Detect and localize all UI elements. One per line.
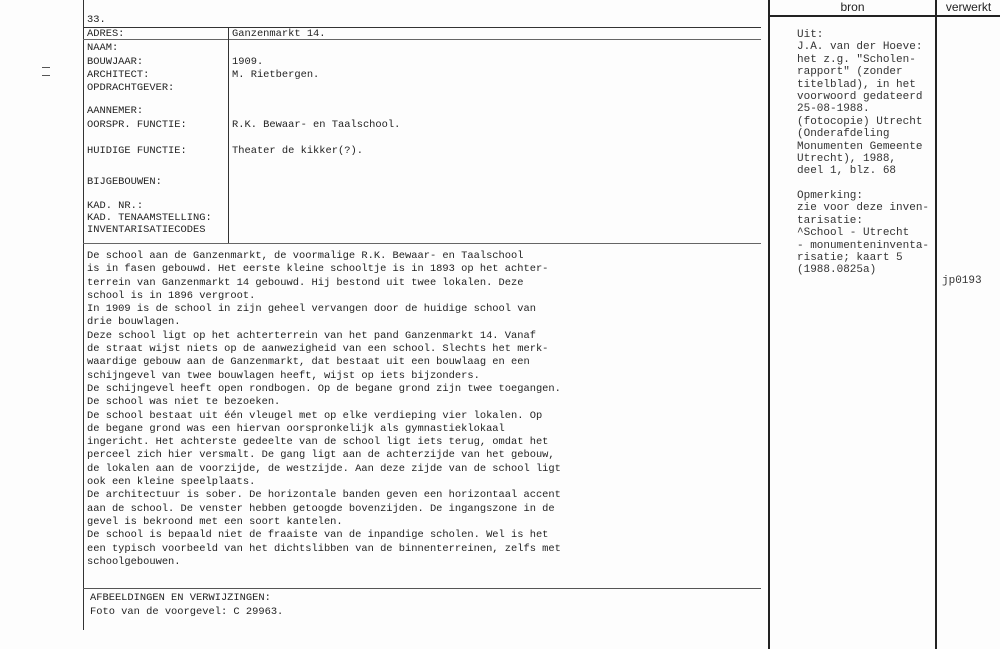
- field-label-bouwjaar: BOUWJAAR:: [87, 56, 144, 68]
- field-value-bouwjaar: 1909.: [232, 56, 264, 68]
- source-line: ^School - Utrecht: [797, 227, 910, 240]
- verwerkt-header: verwerkt: [945, 0, 992, 14]
- description-line: De school is bepaald niet de fraaiste van de inpandige scholen. Wel is het: [87, 529, 549, 542]
- description-line: De school was niet te bezoeken.: [87, 396, 281, 409]
- references-top-rule: [83, 588, 761, 589]
- source-line: Uit:: [797, 29, 824, 41]
- verwerkt-code: jp0193: [942, 275, 982, 287]
- left-border-line: [83, 0, 84, 630]
- fields-bottom-rule: [83, 243, 761, 244]
- source-line: - monumenteninventa-: [797, 239, 930, 252]
- bron-header: bron: [840, 0, 865, 14]
- source-line: 25-08-1988.: [797, 103, 870, 116]
- photo-reference: Foto van de voorgevel: C 29963.: [90, 606, 284, 618]
- description-line: perceel zich hier versmalt. De gang ligt aan de achterzijde van het gebouw,: [87, 449, 555, 462]
- record-number: 33.: [87, 14, 106, 26]
- source-line: zie voor deze inven-: [797, 202, 930, 215]
- source-line: J.A. van der Hoeve:: [797, 41, 923, 54]
- field-value-huidige-functie: Theater de kikker(?).: [232, 145, 363, 157]
- description-line: ook een kleine speelplaats.: [87, 476, 256, 489]
- source-line: voorwoord gedateerd: [797, 90, 923, 103]
- source-line: (fotocopie) Utrecht: [797, 115, 923, 128]
- description-line: de lokalen aan de voorzijde, de westzijde. Aan deze zijde van de school ligt: [87, 462, 561, 475]
- description-line: drie bouwlagen.: [87, 316, 181, 329]
- description-line: waardige gebouw aan de Ganzenmarkt, dat bestaat uit een bouwlaag en een: [87, 356, 530, 369]
- margin-mark: [42, 67, 50, 68]
- source-line: [797, 178, 929, 190]
- source-line: risatie; kaart 5: [797, 252, 903, 265]
- description-line: de straat wijst niets op de aanwezigheid van een school. Slechts het merk-: [87, 343, 549, 356]
- source-line: (1988.0825a): [797, 264, 877, 277]
- source-text: [797, 29, 929, 277]
- field-value-adres: Ganzenmarkt 14.: [232, 28, 326, 40]
- description-line: aan de school. De venster hebben getoogde bovenzijden. De ingangszone in de: [87, 502, 555, 515]
- address-rule: [83, 39, 761, 40]
- field-label-bijgebouwen: BIJGEBOUWEN:: [87, 176, 162, 188]
- source-line: Utrecht), 1988,: [797, 152, 897, 165]
- description-line: school is in 1896 vergroot.: [87, 289, 256, 302]
- source-line: titelblad), in het: [797, 78, 916, 91]
- field-label-adres: ADRES:: [87, 28, 125, 40]
- description-line: schijngevel van twee bouwlagen heeft, wijst op iets bijzonders.: [87, 369, 480, 382]
- field-label-naam: NAAM:: [87, 42, 119, 54]
- description-line: De school bestaat uit één vleugel met op elke verdieping vier lokalen. Op: [87, 409, 543, 422]
- description-line: De schijngevel heeft open rondbogen. Op de begane grond zijn twee toegangen.: [87, 382, 561, 395]
- description-line: schoolgebouwen.: [87, 555, 181, 568]
- field-label-oorspr-functie: OORSPR. FUNCTIE:: [87, 119, 187, 131]
- column-header-rule: [768, 15, 1000, 17]
- field-label-kad-tenaamstelling: KAD. TENAAMSTELLING:: [87, 212, 212, 224]
- description-text: [87, 250, 561, 569]
- source-line: rapport" (zonder: [797, 66, 903, 79]
- field-value-architect: M. Rietbergen.: [232, 69, 320, 81]
- field-label-architect: ARCHITECT:: [87, 69, 150, 81]
- description-line: is in fasen gebouwd. Het eerste kleine schooltje is in 1893 op het achter-: [87, 263, 549, 276]
- source-line: (Onderafdeling: [797, 128, 890, 141]
- field-label-kad-nr: KAD. NR.:: [87, 200, 144, 212]
- description-line: De school aan de Ganzenmarkt, de voormalige R.K. Bewaar- en Taalschool: [87, 250, 524, 262]
- description-line: ingericht. Het achterste gedeelte van de school ligt iets terug, omdat het: [87, 436, 549, 449]
- description-line: een typisch voorbeeld van het dichtslibben van de binnenterreinen, zelfs met: [87, 542, 561, 555]
- source-line: het z.g. "Scholen-: [797, 53, 916, 66]
- margin-mark: [42, 75, 50, 76]
- field-value-oorspr-functie: R.K. Bewaar- en Taalschool.: [232, 119, 401, 131]
- source-line: deel 1, blz. 68: [797, 165, 897, 178]
- field-label-opdrachtgever: OPDRACHTGEVER:: [87, 82, 175, 94]
- description-line: Deze school ligt op het achterterrein van het pand Ganzenmarkt 14. Vanaf: [87, 329, 536, 342]
- field-label-inventarisatiecodes: INVENTARISATIECODES: [87, 224, 206, 236]
- description-line: gevel is bekroond met een soort kantelen.: [87, 515, 343, 528]
- source-line: Opmerking:: [797, 190, 864, 203]
- source-line: tarisatie:: [797, 214, 864, 227]
- source-line: Monumenten Gemeente: [797, 140, 923, 153]
- references-heading: AFBEELDINGEN EN VERWIJZINGEN:: [90, 592, 271, 604]
- description-line: de begane grond was een hiervan oorspronkelijk als gymnastieklokaal: [87, 422, 505, 435]
- field-divider-line: [228, 27, 229, 244]
- field-label-aannemer: AANNEMER:: [87, 105, 144, 117]
- description-line: In 1909 is de school in zijn geheel vervangen door de huidige school van: [87, 303, 536, 316]
- description-line: terrein van Ganzenmarkt 14 gebouwd. Hij bestond uit twee lokalen. Deze: [87, 276, 524, 289]
- description-line: De architectuur is sober. De horizontale banden geven een horizontaal accent: [87, 489, 561, 502]
- header-rule: [83, 27, 761, 28]
- bron-left-line: [768, 0, 770, 649]
- column-divider-line: [935, 0, 937, 649]
- field-label-huidige-functie: HUIDIGE FUNCTIE:: [87, 145, 187, 157]
